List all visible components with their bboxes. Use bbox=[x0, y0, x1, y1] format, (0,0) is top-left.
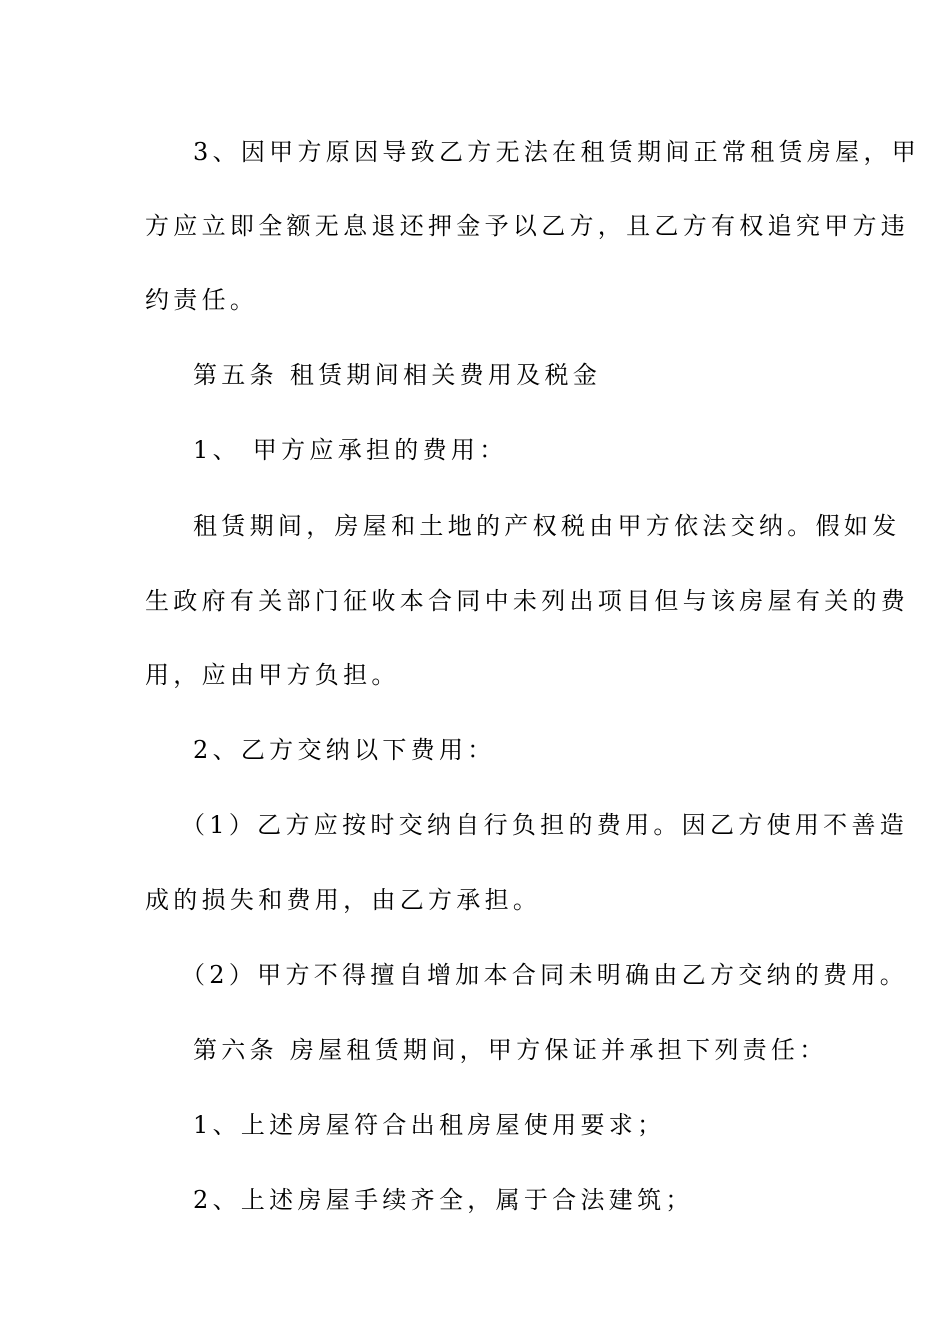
section-heading: 第六条 房屋租赁期间，甲方保证并承担下列责任： bbox=[193, 1036, 828, 1064]
list-item: 1、上述房屋符合出租房屋使用要求； bbox=[193, 1111, 666, 1139]
paragraph-line: （2）甲方不得擅自增加本合同未明确由乙方交纳的费用。 bbox=[181, 961, 909, 989]
list-item: 1、 甲方应承担的费用： bbox=[193, 436, 508, 464]
paragraph-line: 3、因甲方原因导致乙方无法在租赁期间正常租赁房屋，甲 bbox=[193, 138, 921, 166]
paragraph-line: 方应立即全额无息退还押金予以乙方，且乙方有权追究甲方违 bbox=[145, 212, 910, 240]
paragraph-line: 约责任。 bbox=[145, 286, 259, 314]
list-item: 2、上述房屋手续齐全，属于合法建筑； bbox=[193, 1186, 694, 1214]
paragraph-line: （1）乙方应按时交纳自行负担的费用。因乙方使用不善造 bbox=[181, 811, 909, 839]
paragraph-line: 租赁期间，房屋和土地的产权税由甲方依法交纳。假如发 bbox=[193, 512, 901, 540]
paragraph-line: 成的损失和费用，由乙方承担。 bbox=[145, 886, 542, 914]
paragraph-line: 用，应由甲方负担。 bbox=[145, 661, 400, 689]
section-heading: 第五条 租赁期间相关费用及税金 bbox=[193, 361, 602, 389]
paragraph-line: 生政府有关部门征收本合同中未列出项目但与该房屋有关的费 bbox=[145, 587, 910, 615]
list-item: 2、乙方交纳以下费用： bbox=[193, 736, 496, 764]
